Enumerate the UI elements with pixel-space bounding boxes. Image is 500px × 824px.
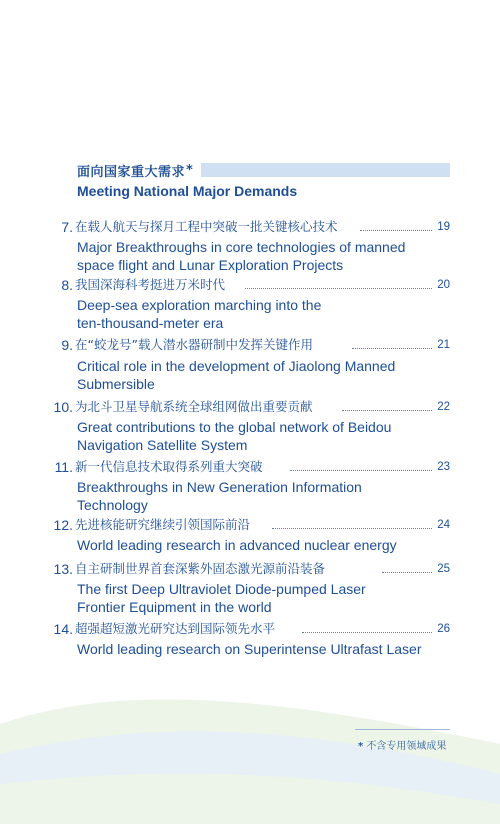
- toc-item-title-en-line2: Frontier Equipment in the world: [77, 599, 272, 615]
- toc-item-number: 14.: [53, 621, 73, 637]
- toc-page-number: 25: [437, 563, 450, 575]
- toc-page-number: 24: [437, 519, 450, 531]
- toc-leader-dots: [272, 528, 432, 529]
- toc-item-title-cn: 自主研制世界首套深紫外固态激光源前沿装备: [75, 561, 326, 576]
- toc-page-number: 23: [437, 461, 450, 473]
- toc-leader-dots: [360, 230, 432, 231]
- toc-item-title-en-line2: Navigation Satellite System: [77, 437, 248, 453]
- toc-leader-dots: [302, 632, 432, 633]
- footnote: [358, 737, 446, 752]
- toc-item-number: 7.: [61, 219, 73, 235]
- toc-item-title-en-line1: Major Breakthroughs in core technologies of manned: [77, 239, 406, 255]
- toc-item-title-en-line1: Great contributions to the global network of Beidou: [77, 419, 392, 435]
- footnote-text: 不含专用领域成果: [366, 741, 447, 752]
- toc-item-title-cn: 先进核能研究继续引领国际前沿: [75, 517, 251, 532]
- toc-item-title-en-line1: Deep-sea exploration marching into the: [77, 297, 322, 313]
- toc-item-number: 11.: [54, 459, 73, 475]
- toc-item-title-cn: 在载人航天与探月工程中突破一批关键核心技术: [75, 219, 338, 234]
- toc-page-number: 26: [437, 623, 450, 635]
- toc-item-title-cn: 为北斗卫星导航系统全球组网做出重要贡献: [75, 399, 313, 414]
- footnote-star: *: [358, 741, 364, 752]
- section-title-en: Meeting National Major Demands: [77, 183, 298, 199]
- toc-item-title-cn: 在“蛟龙号”载人潜水器研制中发挥关键作用: [75, 337, 313, 352]
- toc-leader-dots: [245, 288, 432, 289]
- toc-item-title-en-line1: World leading research in advanced nuclear energy: [77, 537, 397, 553]
- toc-page-number: 20: [437, 279, 450, 291]
- toc-leader-dots: [352, 348, 432, 349]
- toc-item-number: 12.: [53, 517, 73, 533]
- toc-item-title-en-line1: Breakthroughs in New Generation Information: [77, 479, 362, 495]
- toc-page-number: 19: [437, 221, 450, 233]
- toc-item-title-cn: 新一代信息技术取得系列重大突破: [75, 459, 263, 474]
- toc-item-title-en-line2: Submersible: [77, 376, 155, 392]
- toc-item-number: 13.: [53, 561, 73, 577]
- toc-item-title-en-line1: Critical role in the development of Jiaolong Manned: [77, 358, 396, 374]
- section-title-star: *: [186, 162, 193, 178]
- footnote-divider: [355, 729, 450, 730]
- toc-leader-dots: [290, 470, 432, 471]
- toc-item-title-en-line2: ten-thousand-meter era: [77, 315, 224, 331]
- toc-item-title-en-line2: Technology: [77, 497, 148, 513]
- toc-leader-dots: [342, 410, 432, 411]
- toc-item-title-en-line1: World leading research on Superintense Ultrafast Laser: [77, 641, 422, 657]
- toc-item-title-cn: 我国深海科考挺进万米时代: [75, 277, 226, 292]
- toc-item-title-en-line2: space flight and Lunar Exploration Projects: [77, 257, 344, 273]
- toc-item-number: 10.: [53, 399, 73, 415]
- toc-item-number: 9.: [61, 337, 73, 353]
- toc-item-title-cn: 超强超短激光研究达到国际领先水平: [75, 621, 276, 636]
- toc-page-number: 22: [437, 401, 450, 413]
- toc-item-number: 8.: [61, 277, 73, 293]
- toc-leader-dots: [382, 572, 432, 573]
- toc-item-title-en-line1: The first Deep Ultraviolet Diode-pumped Laser: [77, 581, 366, 597]
- toc-page-number: 21: [437, 339, 450, 351]
- section-title-cn: 面向国家重大需求: [77, 164, 186, 180]
